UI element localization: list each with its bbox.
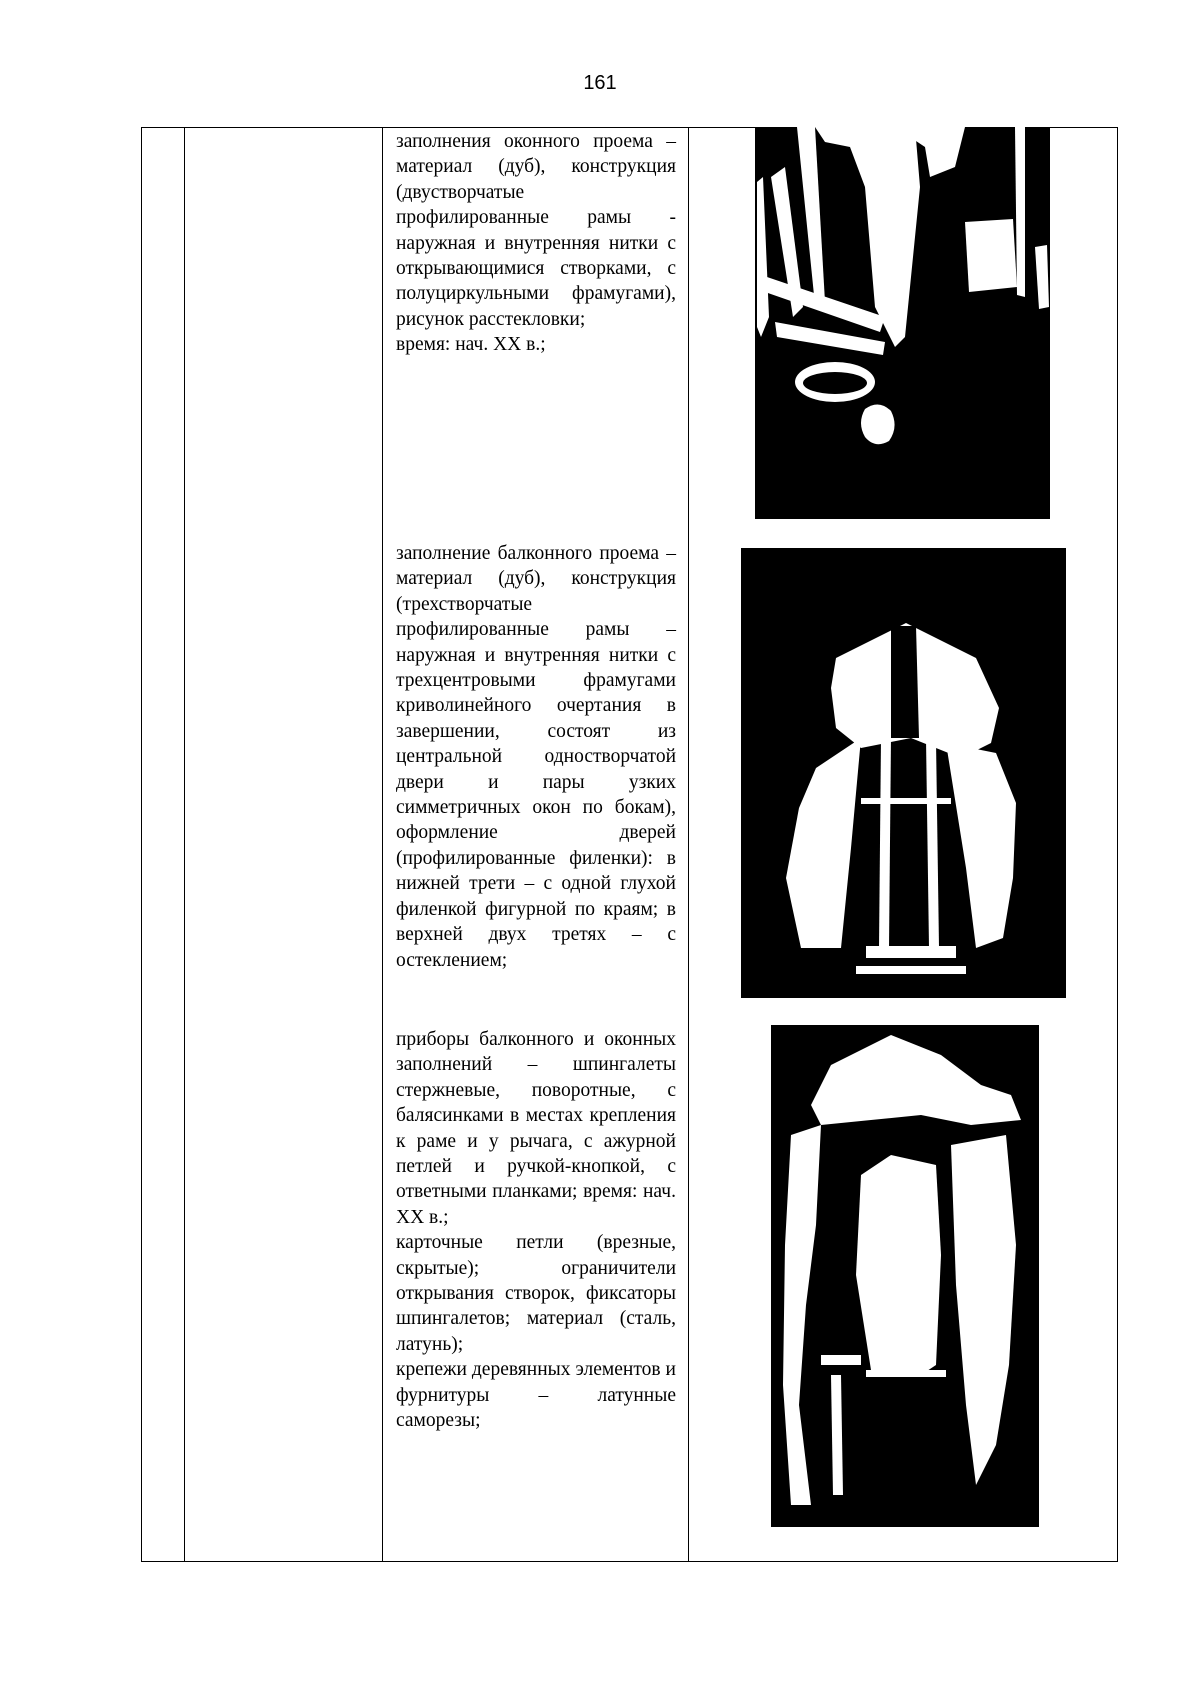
entry-description-balcony: заполнение балконного проема – материал (дуб), конструкция (трехстворчатые профилированные рамы – наружная и внутренняя нитки с трехцентровыми фрамугами криволинейного очертания в завершении, состоят из центральной одностворчатой двери и пары узких симметричных окон по бокам), оформление дверей (профилированные филенки): в нижней трети – с одной глухой филенкой фигурной по краям; в верхней двух третях – с остеклением; bbox=[396, 543, 676, 971]
entry-description-hardware: приборы балконного и оконных заполнений – шпингалеты стержневые, поворотные, с балясинками в местах крепления к раме и у рычага, с ажурной петлей и ручкой-кнопкой, с ответными планками; время: нач. XX в.; карточные петли (врезные, скрытые); ограничители открывания створок, фиксаторы шпингалетов; материал (сталь, латунь); крепежи деревянных элементов и фурнитуры – латунные саморезы; bbox=[396, 1029, 676, 1432]
window-hardware-photo bbox=[771, 1025, 1039, 1527]
column-divider bbox=[688, 128, 689, 1561]
column-divider bbox=[184, 128, 185, 1561]
entry-description-window: заполнения оконного проема – материал (дуб), конструкция (двустворчатые профилированные рамы - наружная и внутренняя нитки с открывающимися створками, с полуциркульными фрамугами), рисунок расстекловки; время: нач. XX в.; bbox=[396, 131, 676, 356]
window-photo bbox=[755, 127, 1050, 519]
balcony-door-photo bbox=[741, 548, 1066, 998]
column-divider bbox=[382, 128, 383, 1561]
page-number: 161 bbox=[583, 72, 617, 94]
